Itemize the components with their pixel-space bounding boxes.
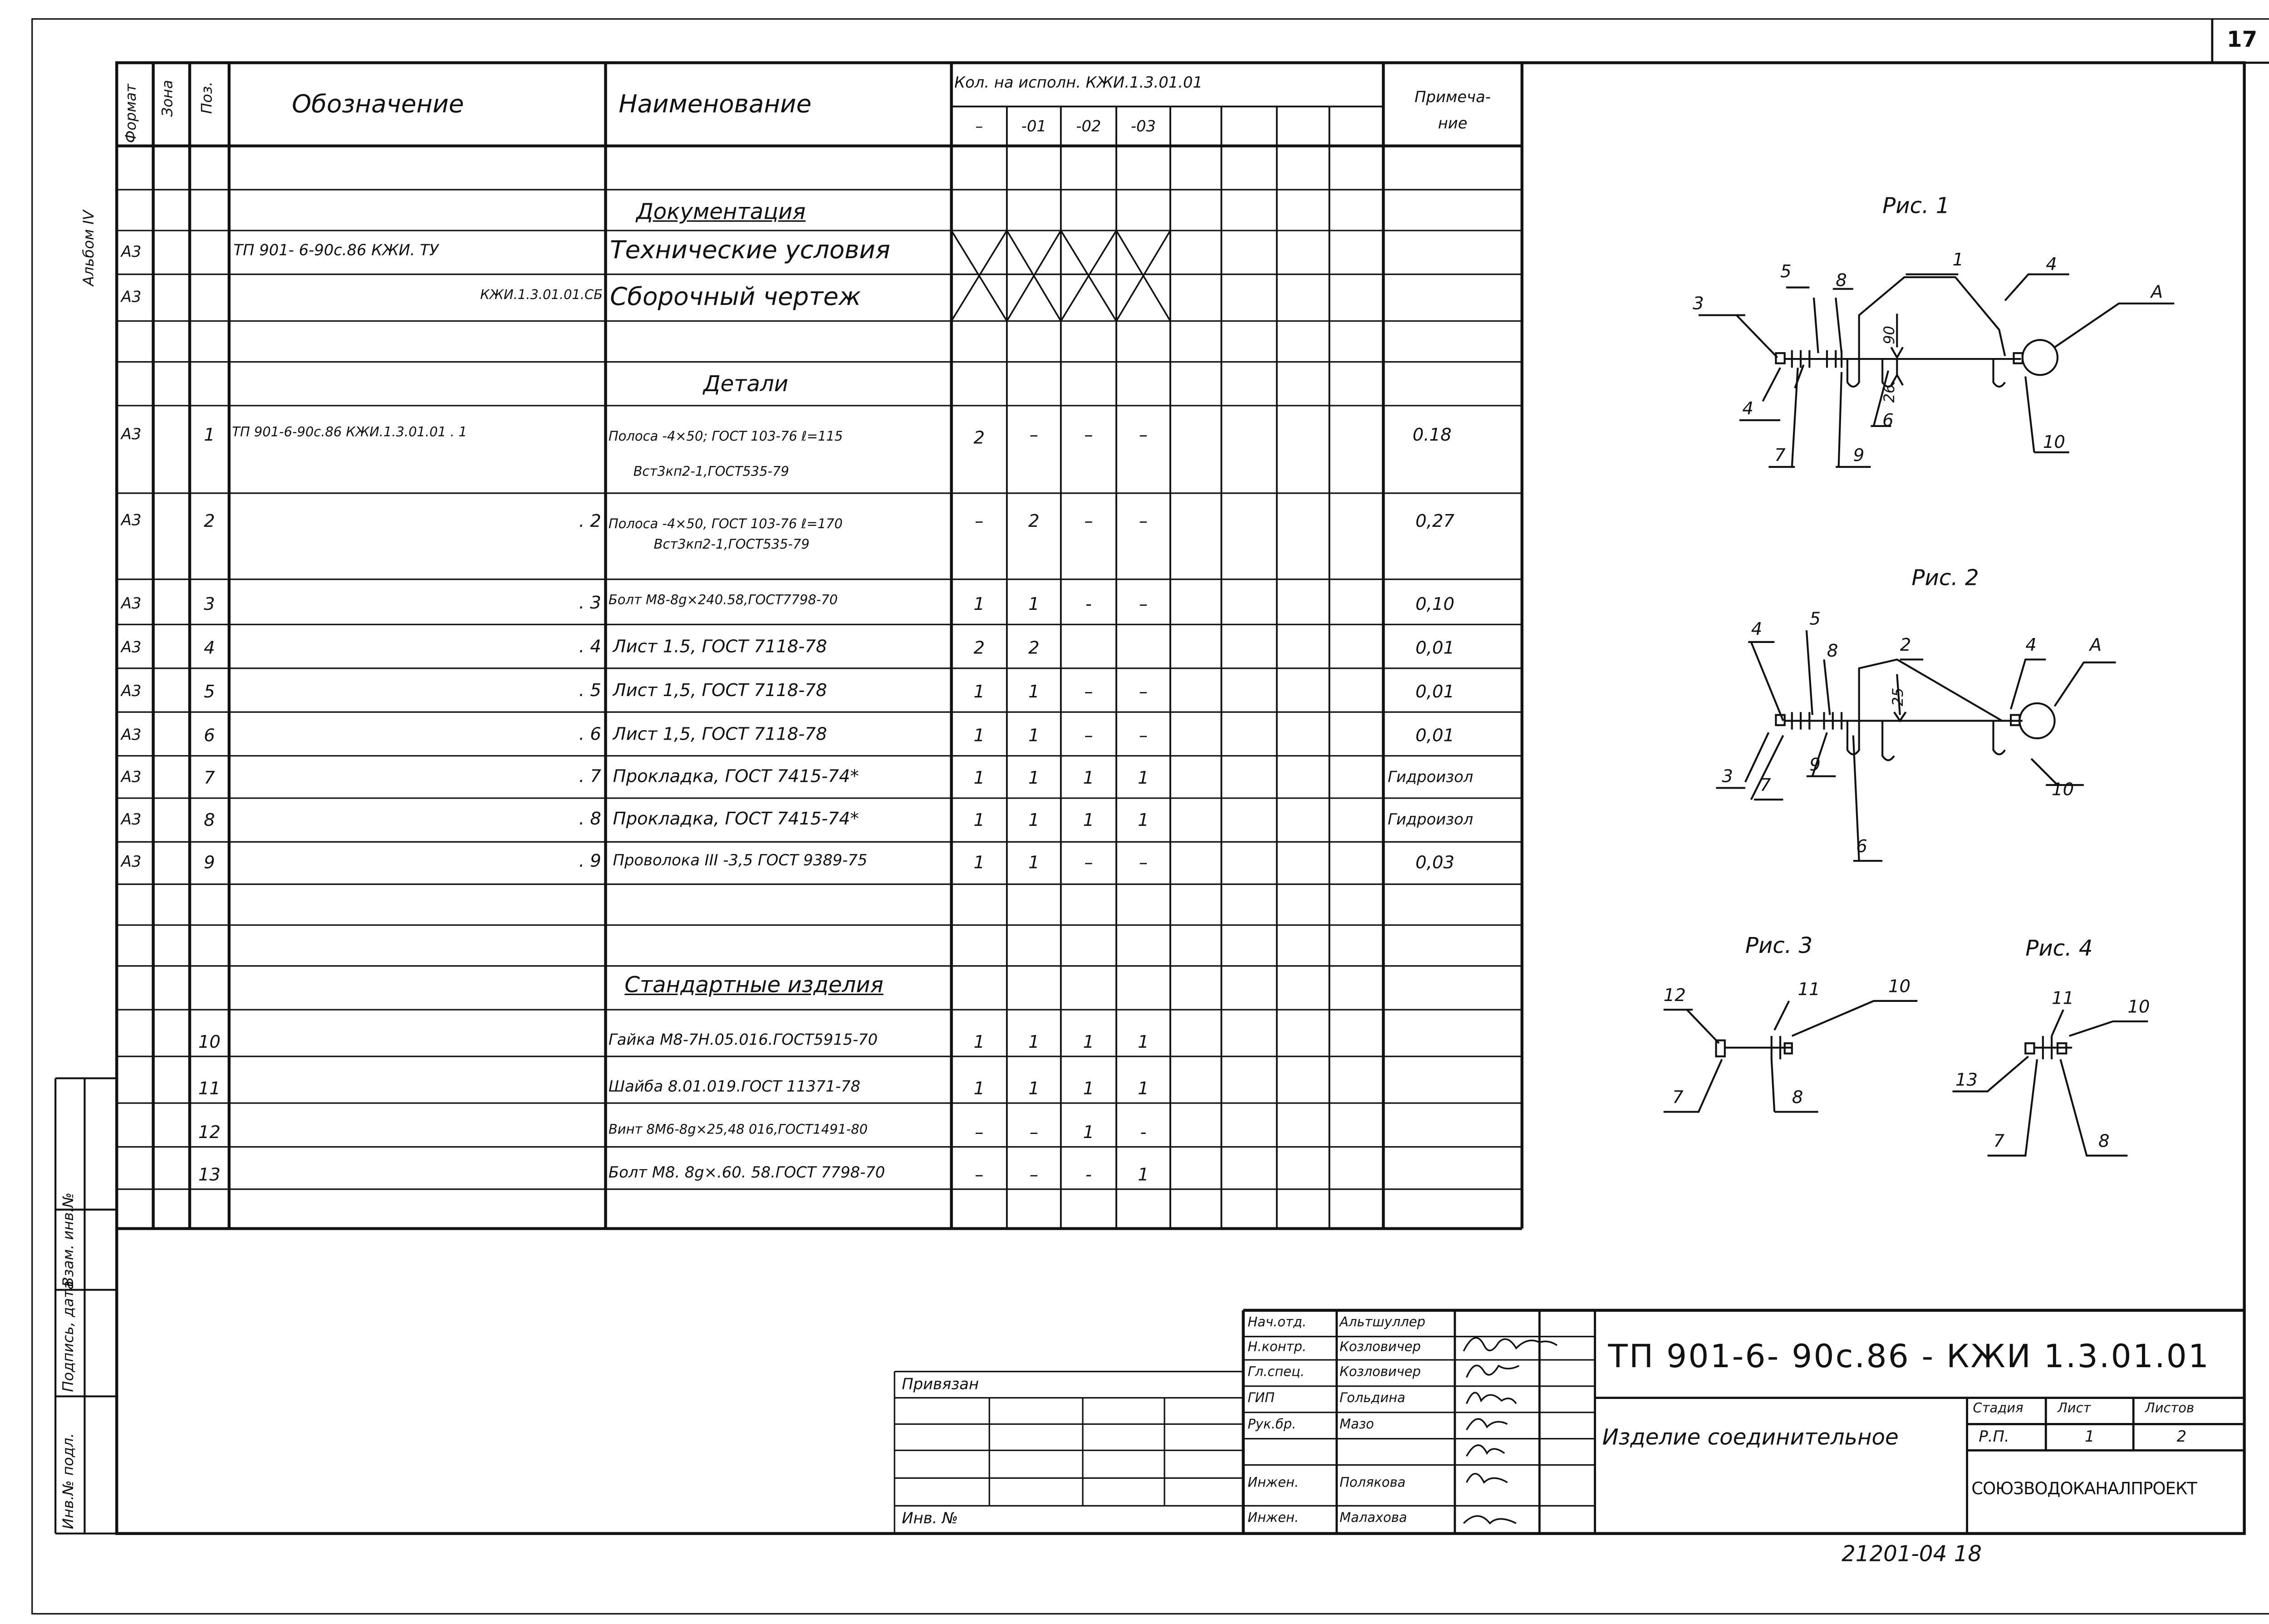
fig1-label: 3 xyxy=(1693,293,1704,314)
std-pos: 12 xyxy=(198,1122,221,1143)
header-note-1: Примеча- xyxy=(1414,89,1491,107)
detail-qty: - xyxy=(1085,594,1092,614)
doc-code: ТП 901-6- 90с.86 - КЖИ 1.3.01.01 xyxy=(1608,1339,2210,1376)
detail-qty: 2 xyxy=(973,638,985,658)
detail-format: А3 xyxy=(121,426,142,444)
detail-qty: – xyxy=(975,510,984,531)
doc-format: А3 xyxy=(121,289,142,307)
std-qty: 1 xyxy=(1083,1078,1095,1099)
fig2-label: А xyxy=(2089,634,2102,655)
detail-qty: – xyxy=(1139,424,1148,445)
inv-no-label: Инв. № xyxy=(902,1510,958,1528)
std-qty: – xyxy=(975,1164,984,1185)
fig2-label: 7 xyxy=(1760,775,1771,795)
std-name: Винт 8М6-8g×25,48 016,ГОСТ1491-80 xyxy=(608,1124,868,1138)
fig4-label: 13 xyxy=(1955,1070,1978,1090)
detail-format: А3 xyxy=(121,639,142,657)
detail-name: Полоса -4×50, ГОСТ 103-76 ℓ=170 xyxy=(608,518,843,533)
detail-qty: 1 xyxy=(973,767,985,788)
detail-name: Проволока III -3,5 ГОСТ 9389-75 xyxy=(613,852,868,870)
footer-code: 21201-04 18 xyxy=(1842,1541,1982,1567)
std-qty: 1 xyxy=(1028,1031,1040,1052)
std-qty: 1 xyxy=(1028,1078,1040,1099)
detail-qty: 1 xyxy=(1028,767,1040,788)
signer-name: Альтшуллер xyxy=(1339,1316,1425,1331)
item-name: Изделие соединительное xyxy=(1602,1424,1899,1451)
fig2-label: 3 xyxy=(1722,766,1733,787)
fig2-label: 6 xyxy=(1856,836,1867,857)
fig1-label: А xyxy=(2151,281,2163,302)
section-standard: Стандартные изделия xyxy=(624,971,884,998)
section-details: Детали xyxy=(703,370,789,397)
header-qty: Кол. на исполн. КЖИ.1.3.01.01 xyxy=(954,74,1203,92)
detail-pos: 3 xyxy=(204,594,215,614)
detail-qty: 1 xyxy=(1083,810,1095,830)
detail-designation: . 7 xyxy=(579,766,601,787)
stage-label: Стадия xyxy=(1973,1402,2023,1417)
privyazan-label: Привязан xyxy=(902,1376,979,1393)
header-format: Формат xyxy=(124,83,140,143)
signatures xyxy=(1464,1338,1557,1523)
std-qty: – xyxy=(1029,1122,1038,1143)
doc-designation: КЖИ.1.3.01.01.СБ xyxy=(480,289,603,304)
detail-pos: 6 xyxy=(204,725,215,746)
fig2-label: 8 xyxy=(1827,640,1838,661)
sheet-label: Лист xyxy=(2057,1402,2091,1417)
fig2-label: 5 xyxy=(1809,608,1821,629)
fig1-label: 4 xyxy=(1742,398,1753,419)
fig4-title: Рис. 4 xyxy=(2025,935,2093,962)
fig1-label: 4 xyxy=(2046,254,2057,275)
signer-role: Инжен. xyxy=(1247,1511,1299,1526)
detail-qty: 1 xyxy=(1028,681,1040,702)
detail-qty: – xyxy=(1084,852,1093,873)
strip-inv-orig: Инв.№ подл. xyxy=(61,1433,78,1529)
signer-name: Козловичер xyxy=(1339,1341,1421,1356)
sheets-label: Листов xyxy=(2145,1402,2195,1417)
qty-variant-02: -02 xyxy=(1076,118,1101,136)
fig1-label: 6 xyxy=(1882,410,1894,431)
detail-name: Болт М8-8g×240.58,ГОСТ7798-70 xyxy=(608,594,838,608)
doc-format: А3 xyxy=(121,244,142,261)
detail-designation: . 3 xyxy=(579,592,601,613)
detail-qty: 1 xyxy=(973,725,985,746)
signer-name: Козловичер xyxy=(1339,1365,1421,1380)
detail-qty: – xyxy=(1139,725,1148,746)
stage-value: Р.П. xyxy=(1979,1428,2009,1446)
signer-role: Гл.спец. xyxy=(1247,1365,1305,1380)
fig1-title: Рис. 1 xyxy=(1882,192,1950,219)
std-qty: – xyxy=(975,1122,984,1143)
fig3-label: 8 xyxy=(1792,1087,1803,1108)
header-designation: Обозначение xyxy=(292,90,464,120)
fig1-label: 5 xyxy=(1780,261,1792,282)
fig3-title: Рис. 3 xyxy=(1745,932,1813,959)
fig3-label: 12 xyxy=(1663,985,1686,1006)
detail-designation: . 5 xyxy=(579,680,601,701)
detail-qty: 2 xyxy=(1028,510,1040,531)
fig1-label: 1 xyxy=(1952,249,1964,270)
fig3-label: 10 xyxy=(1888,976,1911,997)
detail-designation: . 6 xyxy=(579,723,601,744)
detail-pos: 1 xyxy=(204,424,215,445)
detail-name: Лист 1.5, ГОСТ 7118-78 xyxy=(613,636,827,657)
fig2-label: 4 xyxy=(2025,634,2037,655)
detail-qty: – xyxy=(1084,424,1093,445)
header-note-2: ние xyxy=(1438,115,1468,133)
fig3-label: 11 xyxy=(1798,979,1820,1000)
std-qty: – xyxy=(1029,1164,1038,1185)
detail-designation: ТП 901-6-90с.86 КЖИ.1.3.01.01 . 1 xyxy=(232,426,467,441)
signer-role: Нач.отд. xyxy=(1247,1316,1306,1331)
fig1-label: 7 xyxy=(1774,445,1786,466)
fig2-label: 9 xyxy=(1809,754,1821,775)
signer-name: Мазо xyxy=(1339,1418,1374,1433)
detail-qty: 1 xyxy=(973,810,985,830)
doc-name: Технические условия xyxy=(610,236,890,266)
detail-qty: 1 xyxy=(1138,810,1149,830)
fig4-label: 10 xyxy=(2127,996,2150,1017)
fig1-dim-26: 26 xyxy=(1882,384,1899,403)
detail-qty: 2 xyxy=(973,427,985,448)
fig4-label: 8 xyxy=(2098,1131,2110,1152)
detail-note: Гидроизол xyxy=(1388,769,1473,787)
std-qty: 1 xyxy=(1083,1122,1095,1143)
album-label: Альбом IV xyxy=(82,210,98,286)
detail-format: А3 xyxy=(121,811,142,829)
detail-note: 0.18 xyxy=(1412,424,1452,445)
signer-role: ГИП xyxy=(1247,1392,1275,1407)
detail-qty: – xyxy=(1029,424,1038,445)
detail-pos: 8 xyxy=(204,810,215,830)
sheet-number: 17 xyxy=(2227,26,2258,53)
signer-role: Н.контр. xyxy=(1247,1341,1306,1356)
signer-role: Инжен. xyxy=(1247,1477,1299,1492)
fig4-label: 11 xyxy=(2052,987,2074,1008)
header-name: Наименование xyxy=(619,90,812,120)
detail-name-2: Вст3кп2-1,ГОСТ535-79 xyxy=(653,538,810,553)
detail-name: Полоса -4×50; ГОСТ 103-76 ℓ=115 xyxy=(608,430,843,445)
detail-format: А3 xyxy=(121,854,142,871)
header-zone: Зона xyxy=(160,80,177,117)
detail-note: 0,01 xyxy=(1415,725,1455,746)
detail-qty: 1 xyxy=(1083,767,1095,788)
detail-designation: . 2 xyxy=(579,510,601,531)
detail-qty: 1 xyxy=(1028,594,1040,614)
detail-qty: 1 xyxy=(973,594,985,614)
header-pos: Поз. xyxy=(200,81,216,114)
std-name: Болт М8. 8g×.60. 58.ГОСТ 7798-70 xyxy=(608,1164,885,1182)
std-name: Гайка М8-7Н.05.016.ГОСТ5915-70 xyxy=(608,1031,878,1050)
detail-note: 0,03 xyxy=(1415,852,1455,873)
fig2-dim-25: 25 xyxy=(1891,687,1907,707)
qty-variant-base: – xyxy=(975,118,983,136)
detail-name: Лист 1,5, ГОСТ 7118-78 xyxy=(613,680,827,701)
fig2-label: 10 xyxy=(2052,779,2074,800)
detail-pos: 4 xyxy=(204,638,215,658)
std-qty: 1 xyxy=(973,1031,985,1052)
std-qty: 1 xyxy=(1138,1078,1149,1099)
detail-note: 0,10 xyxy=(1415,594,1455,614)
std-qty: 1 xyxy=(1138,1164,1149,1185)
std-pos: 10 xyxy=(198,1031,221,1052)
signer-name: Гольдина xyxy=(1339,1392,1405,1407)
detail-name-2: Вст3кп2-1,ГОСТ535-79 xyxy=(633,465,789,480)
fig1-label: 10 xyxy=(2043,432,2065,452)
fig3-label: 7 xyxy=(1672,1087,1684,1108)
qty-variant-03: -03 xyxy=(1130,118,1156,136)
std-qty: 1 xyxy=(1138,1031,1149,1052)
signer-name: Малахова xyxy=(1339,1511,1407,1526)
detail-qty: – xyxy=(1084,681,1093,702)
detail-note: Гидроизол xyxy=(1388,811,1473,829)
signer-name: Полякова xyxy=(1339,1477,1406,1492)
detail-pos: 9 xyxy=(204,852,215,873)
std-pos: 11 xyxy=(198,1078,221,1099)
detail-format: А3 xyxy=(121,512,142,530)
detail-qty: – xyxy=(1084,510,1093,531)
detail-name: Прокладка, ГОСТ 7415-74* xyxy=(613,808,859,829)
fig2-title: Рис. 2 xyxy=(1911,564,1979,591)
detail-qty: – xyxy=(1139,681,1148,702)
qty-variant-01: -01 xyxy=(1021,118,1046,136)
detail-qty: 1 xyxy=(1028,810,1040,830)
doc-name: Сборочный чертеж xyxy=(610,283,861,313)
fig1-label: 8 xyxy=(1836,270,1847,290)
section-documentation: Документация xyxy=(636,198,806,225)
fig1-label: 9 xyxy=(1853,445,1865,466)
detail-qty: – xyxy=(1139,510,1148,531)
std-qty: - xyxy=(1140,1122,1147,1143)
detail-format: А3 xyxy=(121,769,142,787)
detail-qty: 1 xyxy=(1028,852,1040,873)
signer-role: Рук.бр. xyxy=(1247,1418,1297,1433)
detail-format: А3 xyxy=(121,595,142,613)
detail-qty: – xyxy=(1084,725,1093,746)
detail-name: Лист 1,5, ГОСТ 7118-78 xyxy=(613,723,827,744)
detail-designation: . 4 xyxy=(579,636,601,657)
detail-note: 0,01 xyxy=(1415,681,1455,702)
detail-format: А3 xyxy=(121,682,142,701)
detail-note: 0,27 xyxy=(1415,510,1455,531)
fig4-label: 7 xyxy=(1993,1131,2005,1152)
std-qty: 1 xyxy=(1083,1031,1095,1052)
sheets-value: 2 xyxy=(2176,1428,2187,1446)
strip-sign-date: Подпись, дата xyxy=(61,1281,78,1392)
detail-pos: 7 xyxy=(204,767,215,788)
detail-name: Прокладка, ГОСТ 7415-74* xyxy=(613,766,859,787)
fig2-label: 2 xyxy=(1900,634,1911,655)
org-name: СОЮЗВОДОКАНАЛПРОЕКТ xyxy=(1971,1478,2197,1499)
fig2-label: 4 xyxy=(1751,618,1763,639)
detail-qty: 1 xyxy=(1138,767,1149,788)
strip-vzam-inv: Взам. инв.№ xyxy=(61,1192,78,1287)
detail-qty: 1 xyxy=(1028,725,1040,746)
std-qty: 1 xyxy=(973,1078,985,1099)
std-name: Шайба 8.01.019.ГОСТ 11371-78 xyxy=(608,1078,860,1096)
detail-qty: – xyxy=(1139,852,1148,873)
detail-format: А3 xyxy=(121,726,142,744)
detail-qty: 2 xyxy=(1028,638,1040,658)
detail-qty: 1 xyxy=(973,681,985,702)
detail-designation: . 8 xyxy=(579,808,601,829)
fig1-dim-90: 90 xyxy=(1882,325,1899,344)
detail-qty: – xyxy=(1139,594,1148,614)
detail-pos: 2 xyxy=(204,510,215,531)
sheet-value: 1 xyxy=(2084,1428,2095,1446)
doc-designation: ТП 901- 6-90с.86 КЖИ. ТУ xyxy=(233,242,439,260)
detail-note: 0,01 xyxy=(1415,638,1455,658)
std-qty: - xyxy=(1085,1164,1092,1185)
detail-pos: 5 xyxy=(204,681,215,702)
detail-qty: 1 xyxy=(973,852,985,873)
std-pos: 13 xyxy=(198,1164,221,1185)
detail-designation: . 9 xyxy=(579,850,601,871)
